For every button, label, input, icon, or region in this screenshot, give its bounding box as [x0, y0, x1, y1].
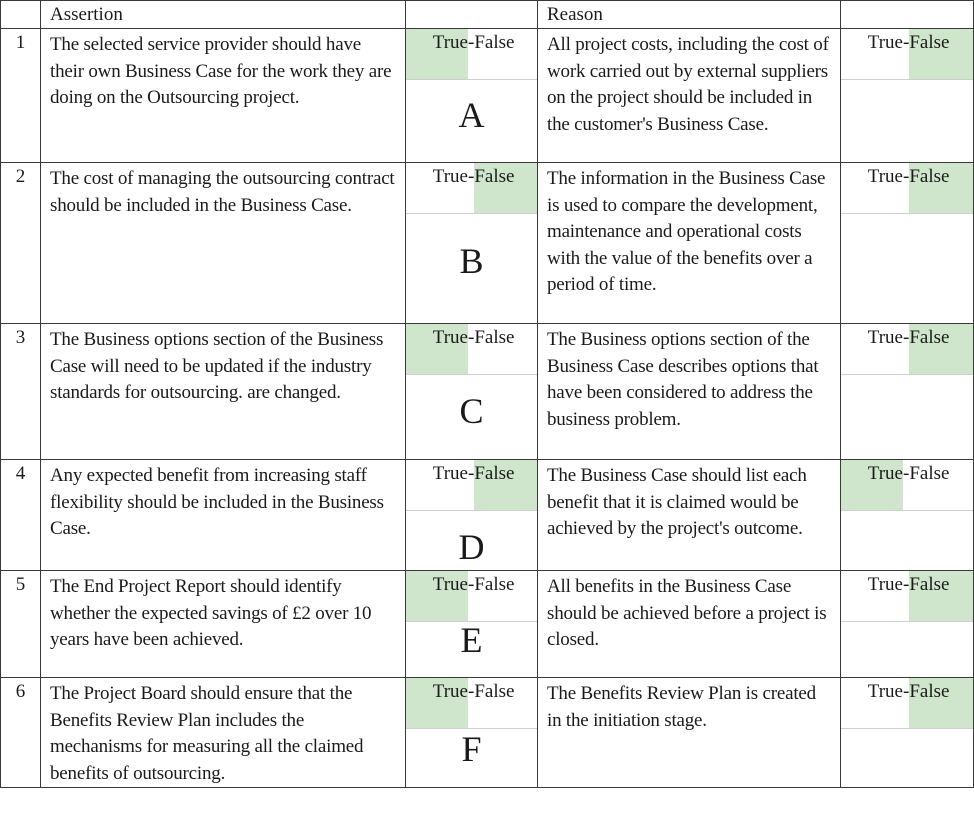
- option-separator: -: [903, 32, 910, 53]
- reason-choice-cell: [841, 460, 974, 571]
- false-option[interactable]: False: [474, 681, 515, 702]
- true-option[interactable]: True: [867, 681, 903, 702]
- table-row: [1, 460, 974, 571]
- header-reason: Reason: [547, 4, 603, 25]
- assertion-choice-cell: [406, 324, 538, 460]
- header-num-cell: [1, 1, 41, 29]
- table-row: [1, 324, 974, 460]
- header-assertion: Assertion: [50, 4, 123, 25]
- true-false-choice[interactable]: [406, 460, 537, 511]
- assertion-text: The End Project Report should identify whether the expected savings of £2 over 10 years have been achieved.: [41, 571, 406, 678]
- true-false-choice[interactable]: [406, 571, 537, 622]
- row-letter: D: [458, 527, 485, 567]
- row-number: 1: [1, 29, 41, 163]
- true-false-choice[interactable]: [841, 678, 973, 729]
- true-option[interactable]: True: [432, 166, 468, 187]
- assertion-text: The Project Board should ensure that the Benefits Review Plan includes the mechanisms for measuring all the claimed benefits of outsourcing.: [41, 678, 406, 788]
- true-false-choice[interactable]: [841, 163, 973, 214]
- table-row: [1, 29, 974, 163]
- header-reason-choice-cell: [841, 1, 974, 29]
- reason-choice-cell: [841, 163, 974, 324]
- true-false-choice[interactable]: [841, 29, 973, 80]
- assertion-choice-cell: [406, 460, 538, 571]
- option-separator: -: [903, 463, 910, 484]
- row-number: 6: [1, 678, 41, 788]
- option-separator: -: [903, 681, 910, 702]
- reason-text: All project costs, including the cost of work carried out by external suppliers on the project should be included in the customer's Business Case.: [538, 29, 841, 163]
- reason-choice-cell: [841, 29, 974, 163]
- true-option[interactable]: True: [406, 29, 468, 79]
- true-false-choice[interactable]: [406, 163, 537, 214]
- reason-text: All benefits in the Business Case should be achieved before a project is closed.: [538, 571, 841, 678]
- true-false-choice[interactable]: [406, 29, 537, 80]
- header-assert-choice-cell: [406, 1, 538, 29]
- reason-text: The Business options section of the Business Case describes options that have been considered to address the business problem.: [538, 324, 841, 460]
- true-false-choice[interactable]: [841, 324, 973, 375]
- assertion-choice-cell: [406, 678, 538, 788]
- option-separator: -: [468, 327, 475, 348]
- true-false-choice[interactable]: [841, 460, 973, 511]
- header-reason-cell: [538, 1, 841, 29]
- option-separator: -: [468, 166, 475, 187]
- row-number: 3: [1, 324, 41, 460]
- true-option[interactable]: True: [867, 166, 903, 187]
- reason-choice-cell: [841, 324, 974, 460]
- false-option[interactable]: False: [909, 324, 973, 374]
- row-letter: F: [461, 729, 482, 769]
- false-option[interactable]: False: [474, 574, 515, 595]
- assertion-choice-cell: [406, 29, 538, 163]
- header-assertion-cell: [41, 1, 406, 29]
- true-option[interactable]: True: [406, 571, 468, 621]
- option-separator: -: [903, 574, 910, 595]
- reason-text: The Benefits Review Plan is created in the initiation stage.: [538, 678, 841, 788]
- true-false-choice[interactable]: [406, 324, 537, 375]
- option-separator: -: [468, 32, 475, 53]
- assertion-choice-cell: [406, 163, 538, 324]
- assertion-text: The selected service provider should have their own Business Case for the work they are doing on the Outsourcing project.: [41, 29, 406, 163]
- true-option[interactable]: True: [432, 463, 468, 484]
- true-false-choice[interactable]: [406, 678, 537, 729]
- reason-choice-cell: [841, 571, 974, 678]
- true-option[interactable]: True: [841, 460, 903, 510]
- assertion-text: Any expected benefit from increasing staff flexibility should be included in the Business Case.: [41, 460, 406, 571]
- row-number: 5: [1, 571, 41, 678]
- true-option[interactable]: True: [867, 32, 903, 53]
- table-row: [1, 163, 974, 324]
- false-option[interactable]: False: [474, 327, 515, 348]
- row-letter: A: [458, 95, 485, 135]
- reason-text: The Business Case should list each benefit that it is claimed would be achieved by the project's outcome.: [538, 460, 841, 571]
- true-option[interactable]: True: [406, 324, 468, 374]
- true-option[interactable]: True: [406, 678, 468, 728]
- option-separator: -: [468, 574, 475, 595]
- row-letter: C: [459, 391, 484, 431]
- false-option[interactable]: False: [909, 29, 973, 79]
- table-row: [1, 571, 974, 678]
- row-number: 4: [1, 460, 41, 571]
- reason-choice-cell: [841, 678, 974, 788]
- true-option[interactable]: True: [867, 327, 903, 348]
- row-letter: B: [459, 241, 484, 281]
- row-number: 2: [1, 163, 41, 324]
- assertion-text: The cost of managing the outsourcing contract should be included in the Business Case.: [41, 163, 406, 324]
- false-option[interactable]: False: [474, 163, 537, 213]
- false-option[interactable]: False: [909, 678, 973, 728]
- option-separator: -: [468, 681, 475, 702]
- reason-text: The information in the Business Case is used to compare the development, maintenance and operational costs with the value of the benefits over a period of time.: [538, 163, 841, 324]
- false-option[interactable]: False: [474, 32, 515, 53]
- table-row: [1, 678, 974, 788]
- true-option[interactable]: True: [867, 574, 903, 595]
- assertion-choice-cell: [406, 571, 538, 678]
- option-separator: -: [903, 166, 910, 187]
- assertion-text: The Business options section of the Business Case will need to be updated if the industry standards for outsourcing. are changed.: [41, 324, 406, 460]
- false-option[interactable]: False: [474, 460, 537, 510]
- false-option[interactable]: False: [909, 571, 973, 621]
- false-option[interactable]: False: [909, 163, 973, 213]
- option-separator: -: [903, 327, 910, 348]
- row-letter: E: [460, 620, 483, 660]
- false-option[interactable]: False: [909, 463, 950, 484]
- option-separator: -: [468, 463, 475, 484]
- true-false-choice[interactable]: [841, 571, 973, 622]
- header-row: [1, 1, 974, 29]
